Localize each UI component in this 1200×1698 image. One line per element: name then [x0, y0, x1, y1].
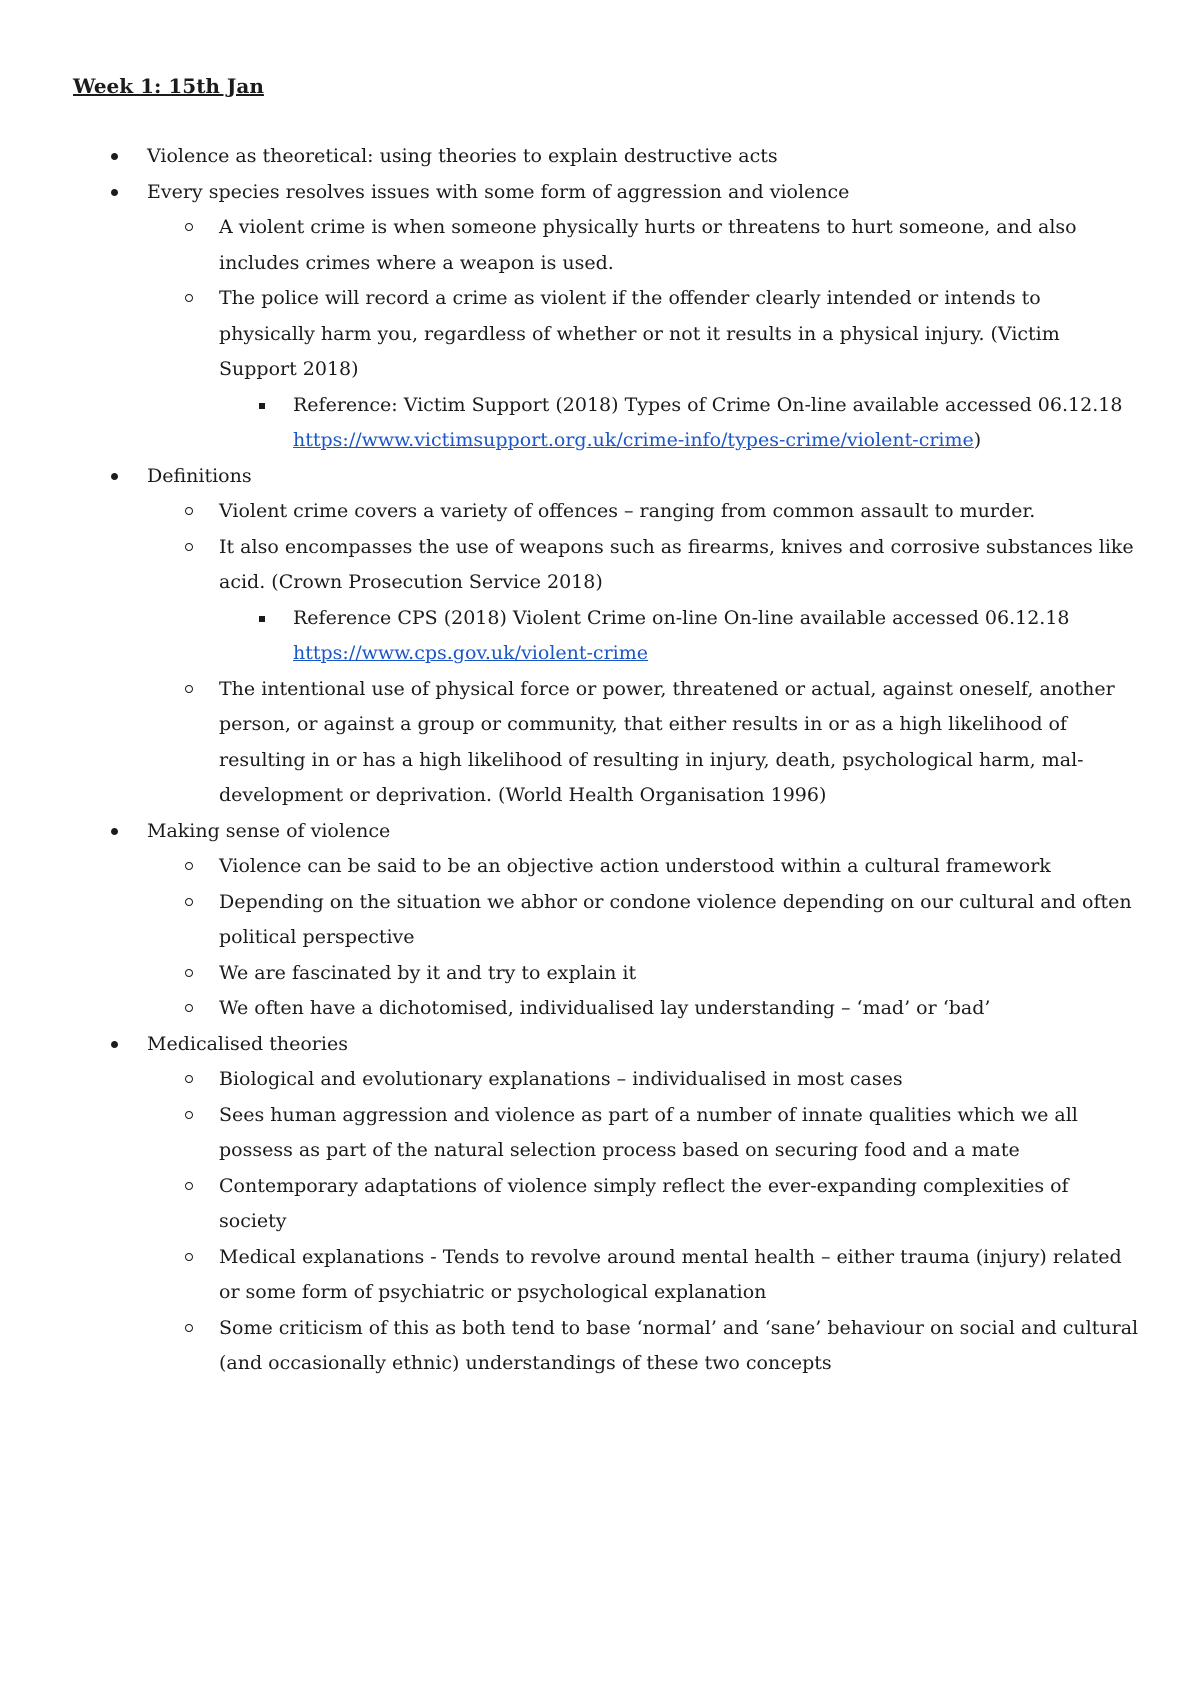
item-text: It also encompasses the use of weapons such as firearms, knives and corrosive substances like acid. (Crown Prosecution Service 2018) — [219, 535, 1134, 593]
list-item-level-2 — [0, 210, 1140, 281]
list-item-level-2 — [0, 530, 1140, 672]
item-text: Violence as theoretical: using theories to explain destructive acts — [147, 145, 778, 167]
list-item-level-2 — [0, 1098, 1140, 1169]
circle-bullet-icon — [185, 223, 193, 231]
page-title: Week 1: 15th Jan — [73, 74, 264, 98]
list-item-level-2 — [0, 991, 1140, 1027]
list-item-level-2 — [0, 956, 1140, 992]
item-text: Violent crime covers a variety of offences – ranging from common assault to murder. — [219, 500, 1036, 522]
circle-bullet-icon — [185, 862, 193, 870]
item-text: Every species resolves issues with some form of aggression and violence — [147, 180, 850, 203]
bullet-icon — [111, 828, 118, 835]
square-bullet-icon — [259, 403, 265, 409]
bullet-list — [0, 139, 1200, 1382]
item-text: We often have a dichotomised, individualised lay understanding – ‘mad’ or ‘bad’ — [219, 997, 991, 1019]
list-item-level-1 — [0, 814, 1200, 1027]
sub-list — [147, 1062, 1140, 1382]
item-text: We are fascinated by it and try to explain it — [219, 961, 637, 984]
item-text: Contemporary adaptations of violence simply reflect the ever-expanding complexities of society — [219, 1174, 1069, 1232]
reference-link[interactable]: https://www.victimsupport.org.uk/crime-info/types-crime/violent-crime — [293, 429, 974, 451]
list-item-level-1 — [0, 175, 1200, 459]
list-item-level-2 — [0, 494, 1140, 530]
link-suffix: ) — [973, 429, 982, 451]
item-text: Reference CPS (2018) Violent Crime on-line On-line available accessed 06.12.18 — [293, 606, 1070, 629]
list-item-level-1 — [0, 1027, 1200, 1382]
sub-list — [219, 601, 1140, 672]
bullet-icon — [111, 153, 118, 160]
list-item-level-2 — [0, 849, 1140, 885]
circle-bullet-icon — [185, 1253, 193, 1261]
list-item-level-2 — [0, 1311, 1140, 1382]
bullet-icon — [111, 189, 118, 196]
list-item-level-2 — [0, 1062, 1140, 1098]
circle-bullet-icon — [185, 685, 193, 693]
sub-list — [147, 494, 1140, 814]
list-item-level-2 — [0, 1169, 1140, 1240]
item-text: Biological and evolutionary explanations – individualised in most cases — [219, 1068, 903, 1090]
circle-bullet-icon — [185, 1111, 193, 1119]
sub-list — [147, 849, 1140, 1027]
item-text: Reference: Victim Support (2018) Types of Crime On-line available accessed 06.12.18 — [293, 393, 1123, 416]
sub-list — [219, 388, 1140, 459]
item-text: Depending on the situation we abhor or condone violence depending on our cultural and often political perspective — [219, 890, 1132, 948]
item-text: Violence can be said to be an objective action understood within a cultural framework — [219, 855, 1051, 877]
circle-bullet-icon — [185, 294, 193, 302]
list-item-level-1 — [0, 139, 1200, 175]
sub-list — [147, 210, 1140, 459]
item-text: Definitions — [147, 464, 252, 487]
circle-bullet-icon — [185, 1075, 193, 1083]
square-bullet-icon — [259, 616, 265, 622]
circle-bullet-icon — [185, 543, 193, 551]
circle-bullet-icon — [185, 969, 193, 977]
item-text: Medical explanations - Tends to revolve around mental health – either trauma (injury) related or some form of psychiatric or psychological explanation — [219, 1245, 1122, 1303]
item-text: The intentional use of physical force or power, threatened or actual, against oneself, another person, or against a group or community, that either results in or as a high likelihood of resulting in or has a high likelihood of resulting in injury, death, psychological harm, mal-development or deprivation. (World Health Organisation 1996) — [219, 677, 1115, 806]
circle-bullet-icon — [185, 1004, 193, 1012]
item-text: Making sense of violence — [147, 819, 391, 842]
item-text: The police will record a crime as violent if the offender clearly intended or intends to physically harm you, regardless of whether or not it results in a physical injury. (Victim Support 2018) — [219, 287, 1060, 380]
bullet-icon — [111, 473, 118, 480]
list-item-level-1 — [0, 459, 1200, 814]
list-item-level-2 — [0, 281, 1140, 459]
item-text: Medicalised theories — [147, 1032, 348, 1055]
reference-link[interactable]: https://www.cps.gov.uk/violent-crime — [293, 642, 648, 664]
item-text: A violent crime is when someone physically hurts or threatens to hurt someone, and also includes crimes where a weapon is used. — [219, 216, 1077, 274]
circle-bullet-icon — [185, 507, 193, 515]
circle-bullet-icon — [185, 898, 193, 906]
bullet-icon — [111, 1041, 118, 1048]
list-item-level-2 — [0, 1240, 1140, 1311]
circle-bullet-icon — [185, 1182, 193, 1190]
list-item-level-3 — [0, 388, 1140, 459]
list-item-level-2 — [0, 672, 1140, 814]
item-text: Some criticism of this as both tend to base ‘normal’ and ‘sane’ behaviour on social and cultural (and occasionally ethnic) understandings of these two concepts — [219, 1316, 1139, 1374]
circle-bullet-icon — [185, 1324, 193, 1332]
list-item-level-2 — [0, 885, 1140, 956]
item-text: Sees human aggression and violence as part of a number of innate qualities which we all possess as part of the natural selection process based on securing food and a mate — [219, 1103, 1078, 1161]
list-item-level-3 — [0, 601, 1140, 672]
